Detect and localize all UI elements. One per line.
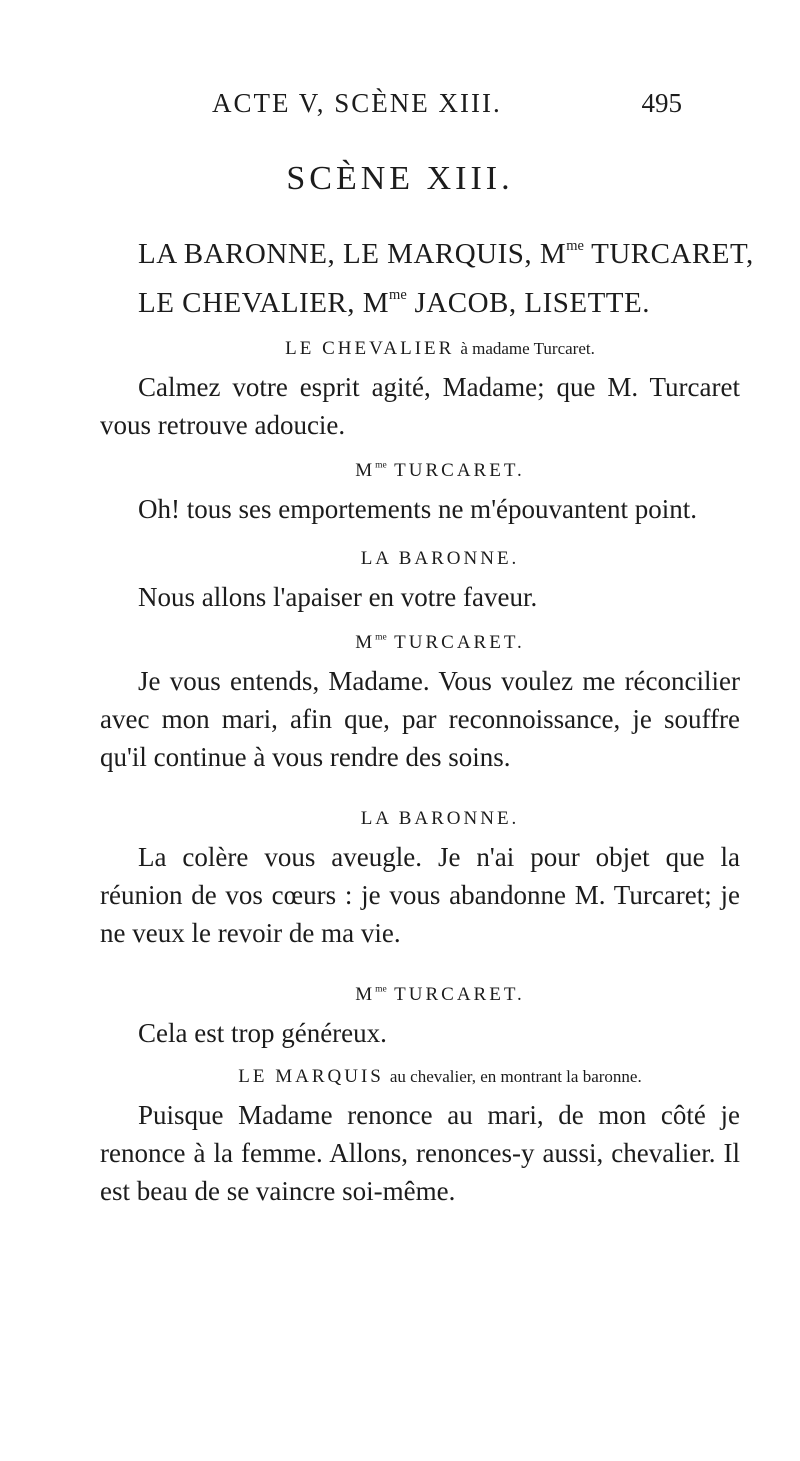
- speech-text: Puisque Madame renonce au mari, de mon côté je renonce à la femme. Allons, renonces-y aussi, chevalier. Il est beau de se vaincre soi-même.: [100, 1100, 740, 1206]
- dialogue-block: [100, 808, 740, 952]
- dialogue-block: [100, 460, 740, 528]
- dialogue-block: [100, 984, 740, 1052]
- speaker-name: LE MARQUIS au chevalier, en montrant la baronne.: [238, 1066, 642, 1087]
- speaker-name: $M^{me}$ TURCARET.: [355, 460, 525, 481]
- page-number: 495: [641, 88, 682, 118]
- speaker-name: LE CHEVALIER à madame Turcaret.: [285, 338, 595, 359]
- speech-text: Oh! tous ses emportements ne m'épouvantent point.: [138, 494, 698, 524]
- speech-text: La colère vous aveugle. Je n'ai pour objet que la réunion de vos cœurs : je vous abandonne M. Turcaret; je ne veux le revoir de ma vie.: [100, 842, 740, 948]
- speech-text: Calmez votre esprit agité, Madame; que M. Turcaret vous retrouve adoucie.: [100, 372, 740, 440]
- running-head: [212, 88, 682, 119]
- dialogue-block: [100, 1066, 740, 1210]
- speaker-name: LA BARONNE.: [360, 548, 520, 569]
- cast-list: [138, 226, 758, 324]
- cast-line: LA BARONNE, LE MARQUIS, $M^{me}$ TURCARET,: [138, 238, 754, 271]
- running-title: ACTE V, SCÈNE XIII.: [212, 88, 502, 118]
- dialogue-block: [100, 632, 740, 776]
- stage-direction: au chevalier, en montrant la baronne.: [389, 1067, 642, 1086]
- speaker-name: $M^{me}$ TURCARET.: [355, 984, 525, 1005]
- speaker-name: LA BARONNE.: [360, 808, 520, 829]
- cast-line: LE CHEVALIER, $M^{me}$ JACOB, LISETTE.: [138, 287, 650, 320]
- speech-text: Nous allons l'apaiser en votre faveur.: [138, 582, 538, 612]
- scene-title: SCÈNE XIII.: [286, 160, 514, 197]
- stage-direction: à madame Turcaret.: [460, 339, 595, 358]
- dialogue-block: [100, 548, 740, 616]
- speech-text: Je vous entends, Madame. Vous voulez me réconcilier avec mon mari, afin que, par reconnoissance, je souffre qu'il continue à vous rendre des soins.: [100, 666, 740, 772]
- speech-text: Cela est trop généreux.: [138, 1018, 387, 1048]
- speaker-name: $M^{me}$ TURCARET.: [355, 632, 525, 653]
- dialogue-block: [100, 338, 740, 444]
